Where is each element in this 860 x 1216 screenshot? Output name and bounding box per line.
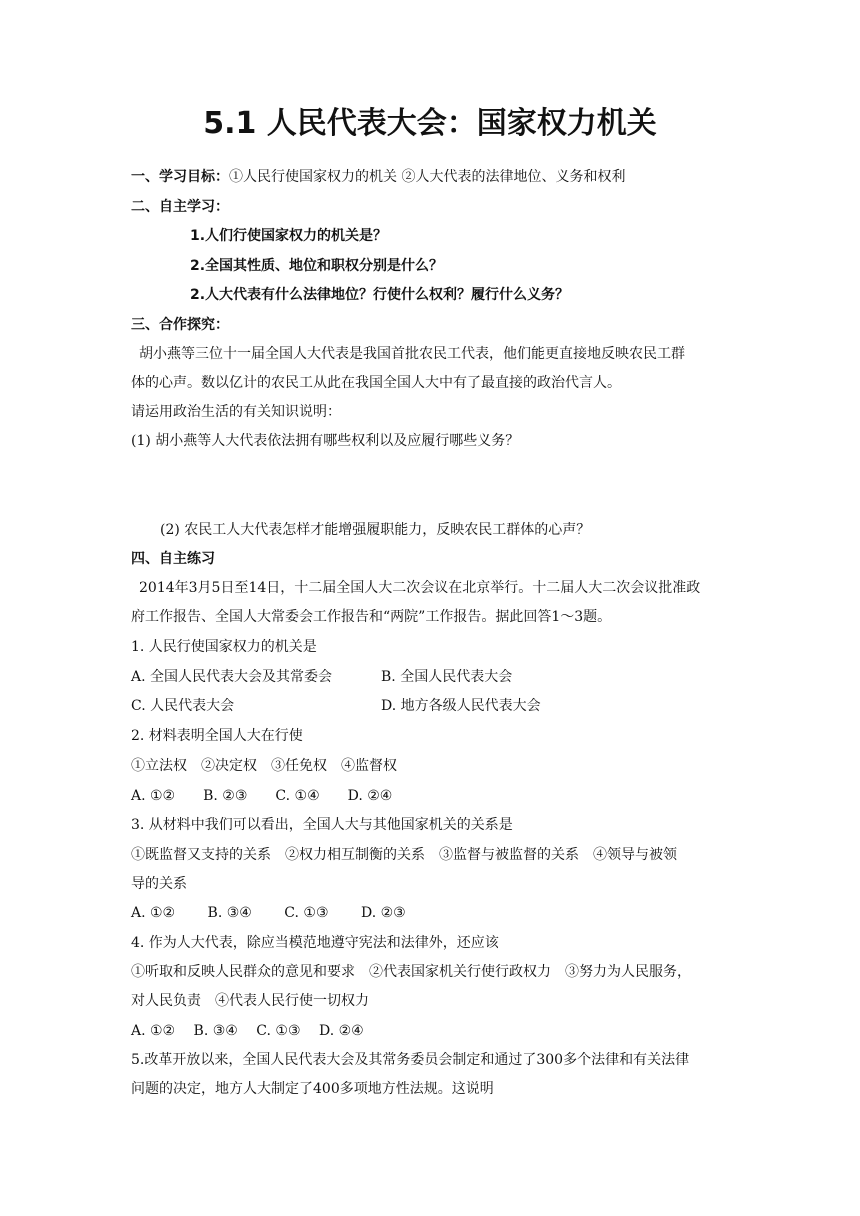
inquiry-question-2: (2) 农民工人大代表怎样才能增强履职能力，反映农民工群体的心声？ [160,522,591,538]
self-study-heading: 二、自主学习： [131,199,229,215]
question-5-line-1: 5.改革开放以来，全国人民代表大会及其常务委员会制定和通过了300多个法律和有关法律 [131,1052,690,1068]
question-1-stem: 1. 人民行使国家权力的机关是 [131,639,317,655]
practice-intro-line-2: 府工作报告、全国人大常委会工作报告和“两院”工作报告。据此回答1～3题。 [131,609,612,625]
inquiry-paragraph-line-1: 胡小燕等三位十一届全国人大代表是我国首批农民工代表，他们能更直接地反映农民工群 [139,346,685,362]
learning-goals-line [131,166,625,188]
question-4-options: A. ①② B. ③④ C. ①③ D. ②④ [131,1023,364,1039]
question-2-items: ①立法权 ②决定权 ③任免权 ④监督权 [131,758,397,774]
question-3-items-line-1: ①既监督又支持的关系 ②权力相互制衡的关系 ③监督与被监督的关系 ④领导与被领 [131,847,677,863]
question-4-items-line-2: 对人民负责 ④代表人民行使一切权力 [131,993,369,1009]
question-5-line-2: 问题的决定，地方人大制定了400多项地方性法规。这说明 [131,1081,494,1097]
self-study-item-2: 2.全国其性质、地位和职权分别是什么？ [190,258,444,274]
question-3-stem: 3. 从材料中我们可以看出，全国人大与其他国家机关的关系是 [131,817,513,833]
learning-goals-content: ①人民行使国家权力的机关 ②人大代表的法律地位、义务和权利 [229,169,626,185]
question-4-stem: 4. 作为人大代表，除应当模范地遵守宪法和法律外，还应该 [131,935,499,951]
self-study-item-1: 1.人们行使国家权力的机关是？ [190,228,388,244]
question-3-items-line-2: 导的关系 [131,876,187,892]
question-4-items-line-1: ①听取和反映人民群众的意见和要求 ②代表国家机关行使行政权力 ③努力为人民服务， [131,964,691,980]
self-practice-heading: 四、自主练习 [131,551,215,567]
question-2-stem: 2. 材料表明全国人大在行使 [131,728,303,744]
inquiry-prompt: 请运用政治生活的有关知识说明： [131,404,341,420]
inquiry-question-1: (1) 胡小燕等人大代表依法拥有哪些权利以及应履行哪些义务？ [131,433,520,449]
inquiry-paragraph-line-2: 体的心声。数以亿计的农民工从此在我国全国人大中有了最直接的政治代言人。 [131,375,621,391]
practice-intro-line-1: 2014年3月5日至14日，十二届全国人大二次会议在北京举行。十二届人大二次会议批准政 [139,580,701,596]
page-title: 5.1 人民代表大会：国家权力机关 [203,106,657,141]
question-2-options: A. ①② B. ②③ C. ①④ D. ②④ [131,788,393,804]
question-3-options: A. ①② B. ③④ C. ①③ D. ②③ [131,905,406,921]
question-1-option-b: B. 全国人民代表大会 [381,669,513,685]
question-1-option-c: C. 人民代表大会 [131,698,235,714]
self-study-item-3: 2.人大代表有什么法律地位？行使什么权利？履行什么义务？ [190,287,570,303]
question-1-option-a: A. 全国人民代表大会及其常委会 [131,669,333,685]
learning-goals-heading: 一、学习目标： [131,169,229,185]
question-1-option-d: D. 地方各级人民代表大会 [381,698,541,714]
cooperative-inquiry-heading: 三、合作探究： [131,317,229,333]
